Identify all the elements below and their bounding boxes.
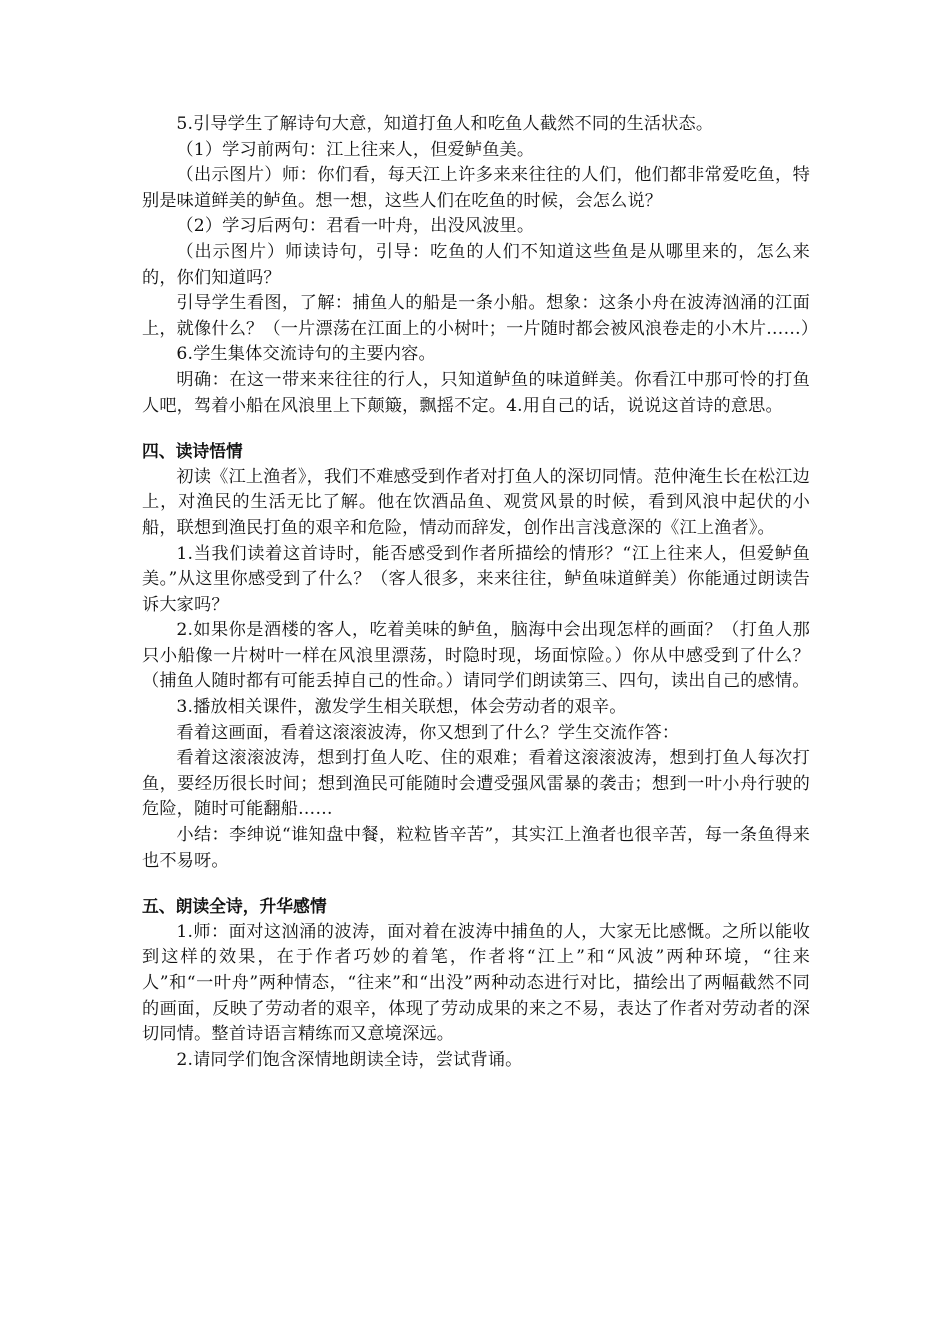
paragraph: 小结：李绅说“谁知盘中餐，粒粒皆辛苦”，其实江上渔者也很辛苦，每一条鱼得来也不易呀。 [142, 825, 810, 871]
section-heading: 五、朗读全诗，升华感情 [142, 896, 327, 917]
paragraph: 6.学生集体交流诗句的主要内容。 [176, 344, 436, 365]
paragraph: 5.引导学生了解诗句大意，知道打鱼人和吃鱼人截然不同的生活状态。 [176, 114, 714, 134]
paragraph: 明确：在这一带来来往往的行人，只知道鲈鱼的味道鲜美。你看江中那可怜的打鱼人吧，驾着小船在风浪里上下颠簸，飘摇不定。4.用自己的话，说说这首诗的意思。 [142, 369, 810, 416]
paragraph: （出示图片）师读诗句，引导：吃鱼的人们不知道这些鱼是从哪里来的，怎么来的，你们知道吗？ [142, 241, 810, 288]
paragraph: 2.如果你是酒楼的客人，吃着美味的鲈鱼，脑海中会出现怎样的画面？（打鱼人那只小船像一片树叶一样在风浪里漂荡，时隐时现，场面惊险。）你从中感受到了什么？（捕鱼人随时都有可能丢掉自己的性命。）请同学们朗读第三、四句，读出自己的感情。 [142, 620, 810, 692]
section-spacer [142, 419, 810, 439]
paragraph: （出示图片）师：你们看，每天江上许多来来往往的人们，他们都非常爱吃鱼，特别是味道鲜美的鲈鱼。想一想，这些人们在吃鱼的时候，会怎么说？ [142, 165, 810, 211]
paragraph: 2.请同学们饱含深情地朗读全诗，尝试背诵。 [176, 1049, 523, 1070]
paragraph: 引导学生看图，了解：捕鱼人的船是一条小船。想象：这条小舟在波涛汹涌的江面上，就像什么？（一片漂荡在江面上的小树叶；一片随时都会被风浪卷走的小木片……） [142, 293, 819, 339]
paragraph: 初读《江上渔者》，我们不难感受到作者对打鱼人的深切同情。范仲淹生长在松江边上，对渔民的生活无比了解。他在饮酒品鱼、观赏风景的时候，看到风浪中起伏的小船，联想到渔民打鱼的艰辛和危险，情动而辞发，创作出言浅意深的《江上渔者》。 [142, 466, 810, 538]
paragraph: 3.播放相关课件，激发学生相关联想，体会劳动者的艰辛。 [176, 697, 627, 718]
document-page [142, 112, 819, 1073]
paragraph: 看着这画面，看着这滚滚波涛，你又想到了什么？学生交流作答： [176, 722, 680, 743]
paragraph: 1.师：面对这汹涌的波涛，面对着在波涛中捕鱼的人，大家无比感慨。之所以能收到这样的效果，在于作者巧妙的着笔，作者将“江上”和“风波”两种环境，“往来人”和“一叶舟”两种情态，“往来”和“出没”两种动态进行对比，描绘出了两幅截然不同的画面，反映了劳动者的艰辛，体现了劳动成果的来之不易，表达了作者对劳动者的深切同情。整首诗语言精练而又意境深远。 [142, 921, 810, 1045]
section-heading: 四、读诗悟情 [142, 441, 243, 462]
paragraph: 1.当我们读着这首诗时，能否感受到作者所描绘的情形？“江上往来人，但爱鲈鱼美。”从这里你感受到了什么？（客人很多，来来往往，鲈鱼味道鲜美）你能通过朗读告诉大家吗？ [142, 543, 810, 615]
paragraph: （2）学习后两句：君看一叶舟，出没风波里。 [176, 216, 535, 237]
paragraph: 看着这滚滚波涛，想到打鱼人吃、住的艰难；看着这滚滚波涛，想到打鱼人每次打鱼，要经历很长时间；想到渔民可能随时会遭受强风雷暴的袭击；想到一叶小舟行驶的危险，随时可能翻船…… [142, 748, 810, 820]
section-spacer [142, 874, 810, 894]
paragraph: （1）学习前两句：江上往来人，但爱鲈鱼美。 [176, 139, 535, 160]
